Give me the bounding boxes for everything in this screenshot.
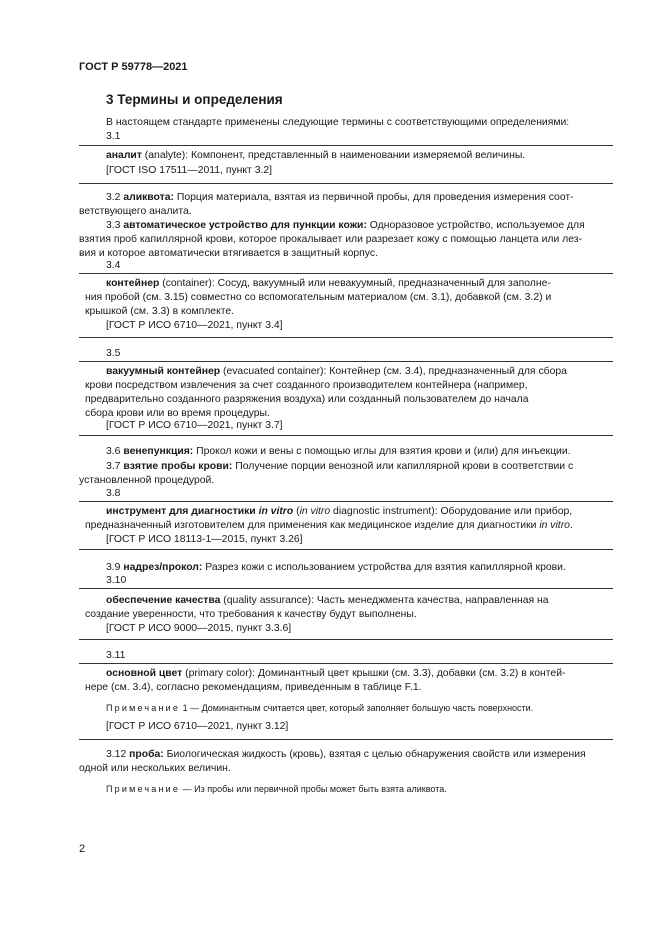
term-box-3-11 (79, 663, 613, 740)
term-box-3-8 (79, 501, 613, 550)
term-note: Примечание — Из пробы или первичной пробы может быть взята аликвота. (106, 784, 447, 794)
term-3-7: 3.7 взятие пробы крови: Получение порции венозной или капиллярной крови в соответствии с (106, 461, 574, 472)
term-3-3-cont: взятия проб капиллярной крови, которое прокалывает или разрезает кожу с помощью ланцета или лез- (79, 234, 582, 245)
page-number: 2 (79, 843, 86, 855)
term-3-2: 3.2 аликвота: Порция материала, взятая из первичной пробы, для проведения измерения соот- (106, 192, 574, 203)
term-3-12: 3.12 проба: Биологическая жидкость (кровь), взятая с целью обнаружения свойств или измерения (106, 749, 586, 760)
term-definition-cont: ния пробой (см. 3.15) совместно со вспомогательным материалом (см. 3.1), добавкой (см. 3.2) и (85, 292, 552, 303)
term-box-3-1 (79, 145, 613, 184)
term-definition: вакуумный контейнер (evacuated container): Контейнер (см. 3.4), предназначенный для сбора (106, 366, 567, 377)
term-3-2-cont: ветствующего аналита. (79, 206, 192, 217)
term-box-3-10 (79, 588, 613, 640)
term-3-7-cont: установленной процедурой. (79, 475, 215, 486)
term-reference: [ГОСТ Р ИСО 6710—2021, пункт 3.12] (106, 721, 289, 732)
term-3-12-cont: одной или нескольких величин. (79, 763, 231, 774)
term-definition: основной цвет (primary color): Доминантный цвет крышки (см. 3.3), добавки (см. 3.2) в контей- (106, 668, 566, 679)
term-definition-cont: создание уверенности, что требования к качеству будут выполнены. (85, 609, 417, 620)
term-3-6: 3.6 венепункция: Прокол кожи и вены с помощью иглы для взятия крови и (или) для инъекции. (106, 446, 571, 457)
term-definition-cont: крови посредством извлечения за счет созданного производителем контейнера (например, (85, 380, 528, 391)
term-reference: [ГОСТ Р ИСО 6710—2021, пункт 3.4] (106, 320, 283, 331)
term-note: Примечание 1 — Доминантным считается цвет, который заполняет большую часть поверхности. (106, 703, 534, 713)
term-number: 3.1 (106, 131, 121, 142)
term-3-3: 3.3 автоматическое устройство для пункции кожи: Одноразовое устройство, используемое для (106, 220, 585, 231)
section-title: 3 Термины и определения (106, 92, 283, 107)
document-header: ГОСТ Р 59778—2021 (79, 61, 188, 73)
term-definition: инструмент для диагностики in vitro (in vitro diagnostic instrument): Оборудование или прибор, (106, 506, 573, 517)
term-3-3-cont: вия и которое автоматически втягивается в защитный корпус. (79, 248, 378, 259)
intro-text: В настоящем стандарте применены следующие термины с соответствующими определениями: (106, 117, 570, 128)
term-definition-cont: сбора крови или во время процедуры. (85, 408, 270, 419)
term-3-9: 3.9 надрез/прокол: Разрез кожи с использованием устройства для взятия капиллярной крови. (106, 562, 566, 573)
term-number: 3.10 (106, 575, 127, 586)
term-reference: [ГОСТ Р ИСО 9000—2015, пункт 3.3.6] (106, 623, 292, 634)
term-box-3-5 (79, 361, 613, 436)
term-reference: [ГОСТ Р ИСО 6710—2021, пункт 3.7] (106, 420, 283, 431)
term-definition: обеспечение качества (quality assurance): Часть менеджмента качества, направленная на (106, 595, 549, 606)
term-reference: [ГОСТ ISO 17511—2011, пункт 3.2] (106, 165, 273, 176)
term-definition-cont: нере (см. 3.4), согласно рекомендациям, приведенным в таблице F.1. (85, 682, 422, 693)
term-reference: [ГОСТ Р ИСО 18113-1—2015, пункт 3.26] (106, 534, 303, 545)
term-number: 3.5 (106, 348, 121, 359)
term-box-3-4 (79, 273, 613, 338)
term-definition-cont: предназначенный изготовителем для применения как медицинское изделие для диагностики in vitro. (85, 520, 573, 531)
term-number: 3.11 (106, 650, 126, 661)
term-definition: аналит (analyte): Компонент, представленный в наименовании измеряемой величины. (106, 150, 526, 161)
term-definition-cont: крышкой (см. 3.3) в комплекте. (85, 306, 235, 317)
term-definition-cont: предварительно созданного разряжения воздуха) или созданный пользователем до начала (85, 394, 529, 405)
term-number: 3.4 (106, 260, 121, 271)
term-definition: контейнер (container): Сосуд, вакуумный или невакуумный, предназначенный для заполне- (106, 278, 551, 289)
term-number: 3.8 (106, 488, 121, 499)
